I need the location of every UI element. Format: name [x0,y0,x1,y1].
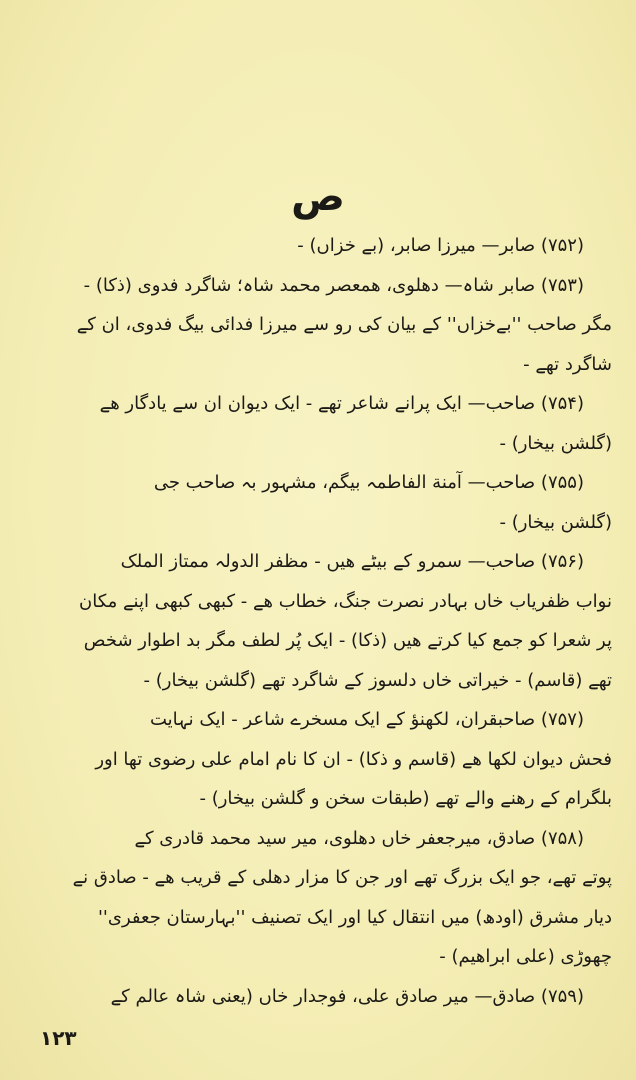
entry-756 [44,542,612,700]
text-line: (۷۵۸) صادق، میرجعفر خاں دھلوی، میر سید محمد قادری کے [134,827,584,849]
text-line: (۷۵۷) صاحبقران، لکھنؤ کے ایک مسخرے شاعر - ایک نہایت [149,709,584,730]
entry-752 [44,226,612,266]
text-line: تھے (قاسم) - خیراتی خاں دلسوز کے شاگرد تھے (گلشن بیخار) - [143,669,612,691]
text-line: (۷۵۶) صاحب— سمرو کے بیٹے ھیں - مظفر الدولہ ممتاز الملک [120,551,584,572]
entry-758 [44,819,612,977]
text-line: مگر صاحب ''بےخزاں'' کے بیان کی رو سے میرزا فدائی بیگ فدوی، ان کے [76,314,612,335]
text-line: (گلشن بیخار) - [499,432,612,454]
text-line: شاگرد تھے - [523,353,612,375]
text-line: پر شعرا کو جمع کیا کرتے ھیں (ذکا) - ایک پُر لطف مگر بد اطوار شخص [83,630,612,651]
text-line: نواب ظفریاب خاں بہادر نصرت جنگ، خطاب ھے - کبھی کبھی اپنے مکان [78,590,612,612]
text-line: (۷۵۹) صادق— میر صادق علی، فوجدار خاں (یعنی شاہ عالم کے [110,985,584,1007]
entry-757 [44,700,612,819]
page-number: ۱۲۳ [40,1026,77,1050]
text-line: (۷۵۲) صابر— میرزا صابر، (بے خزاں) - [297,235,584,256]
text-line: بلگرام کے رھنے والے تھے (طبقات سخن و گلشن بیخار) - [199,788,612,809]
entry-753 [44,266,612,385]
entry-759 [44,977,612,1017]
text-line: (۷۵۵) صاحب— آمنة الفاطمہ بیگم، مشہور بہ صاحب جی [153,472,584,493]
section-heading-letter: ص [291,174,345,220]
text-line: فحش دیوان لکھا ھے (قاسم و ذکا) - ان کا نام امام علی رضوی تھا اور [95,748,612,770]
page-text [44,226,612,1016]
text-line: (۷۵۳) صابر شاہ— دھلوی، ھمعصر محمد شاہ؛ شاگرد فدوی (ذکا) - [83,274,584,296]
text-line: (۷۵۴) صاحب— ایک پرانے شاعر تھے - ایک دیوان ان سے یادگار ھے [99,393,584,414]
entry-755 [44,463,612,542]
text-line: پوتے تھے، جو ایک بزرگ تھے اور جن کا مزار دھلی کے قریب ھے - صادق نے [72,867,612,888]
entry-754 [44,384,612,463]
text-line: دیار مشرق (اودھ) میں انتقال کیا اور ایک تصنیف ''بہارستان جعفری'' [97,906,612,928]
text-line: چھوڑی (علی ابراھیم) - [439,946,612,967]
text-line: (گلشن بیخار) - [499,511,612,533]
